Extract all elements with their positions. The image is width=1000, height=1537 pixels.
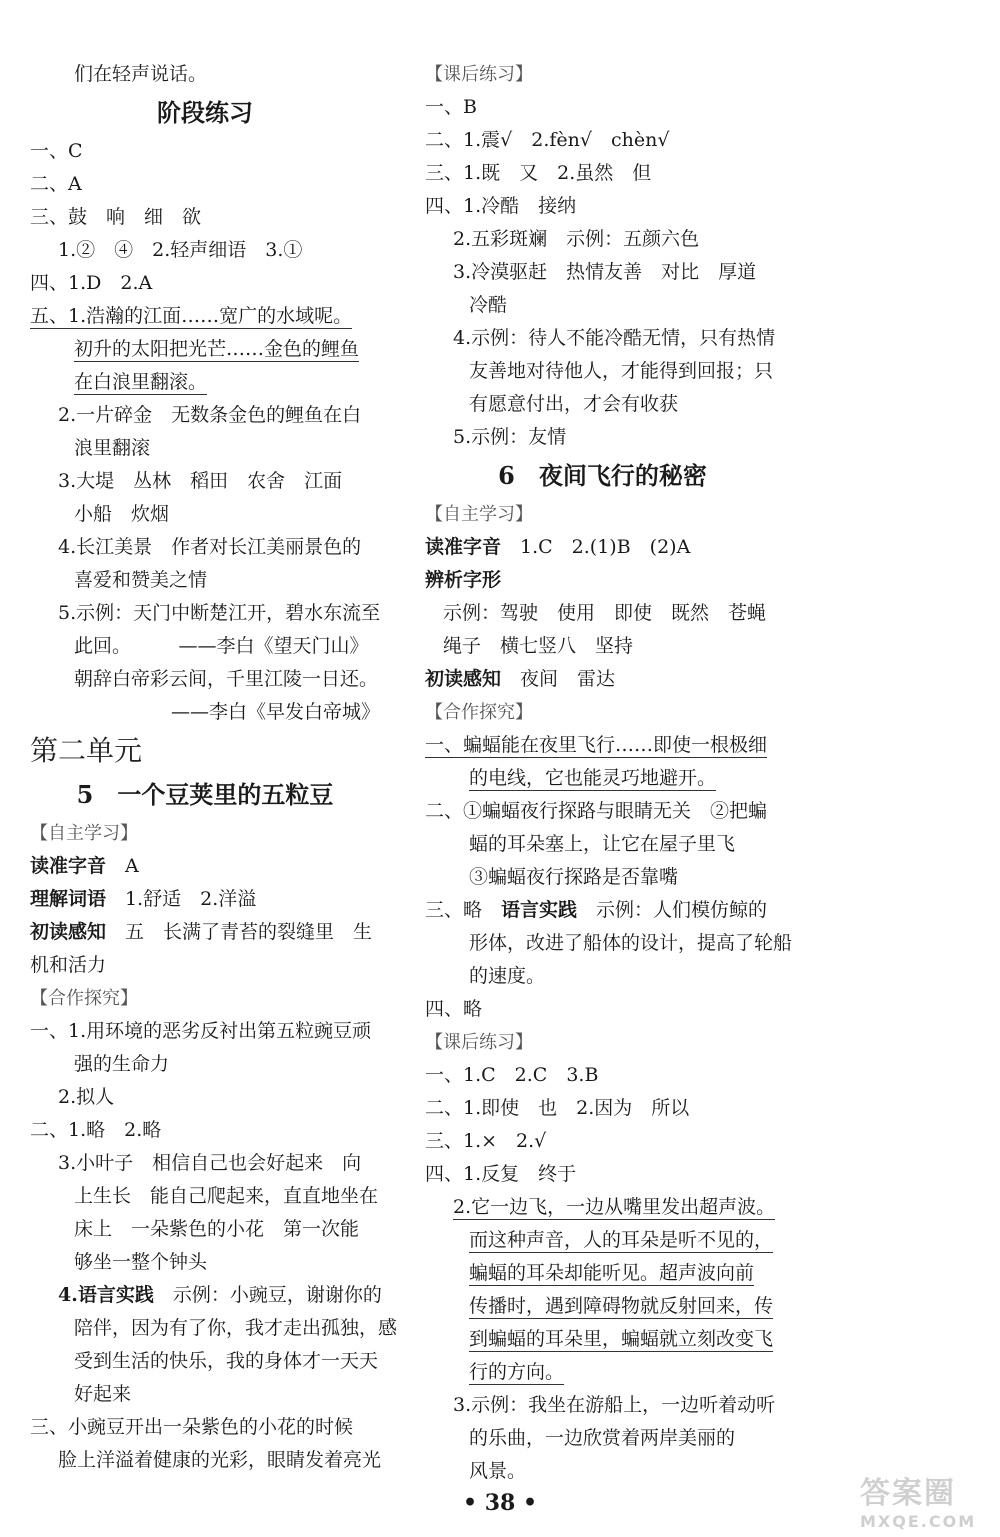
watermark-logo <box>860 1468 995 1532</box>
text-line: 喜爱和赞美之情 <box>74 569 208 591</box>
text-line: 形体，改进了船体的设计，提高了轮船 <box>469 932 793 954</box>
text-line: 3.冷漠驱赶 热情友善 对比 厚道 <box>453 261 757 283</box>
underlined-text: 初升的太阳把光芒……金色的鲤鱼 <box>74 338 360 360</box>
section-header: 【课后练习】 <box>425 1032 533 1053</box>
underlined-text: 蝙蝠的耳朵却能听见。超声波向前 <box>469 1262 755 1284</box>
underlined-text: 2.它一边飞，一边从嘴里发出超声波。 <box>453 1196 776 1218</box>
underlined-line <box>425 762 780 795</box>
text-line: 四、1.D 2.A <box>30 272 153 294</box>
lesson-title: 6 夜间飞行的秘密 <box>498 461 707 490</box>
text-line: 二、①蝙蝠夜行探路与眼睛无关 ②把蝙 <box>425 800 768 822</box>
text-line: 三、1.× 2.√ <box>425 1130 547 1152</box>
underlined-line <box>425 1257 780 1290</box>
text-line: ③蝙蝠夜行探路是否靠嘴 <box>469 866 679 888</box>
text-line: 2.五彩斑斓 示例：五颜六色 <box>453 228 700 250</box>
answer: 示例：小豌豆，谢谢你的 <box>153 1284 382 1306</box>
text-line: 四、略 <box>425 998 483 1020</box>
underlined-line <box>425 1224 780 1257</box>
text-line <box>425 894 780 927</box>
text-line: 风景。 <box>469 1460 527 1482</box>
text-line: 冷酷 <box>469 294 508 316</box>
underlined-text: 传播时，遇到障碍物就反射回来，传 <box>469 1295 774 1317</box>
text-line: 们在轻声说话。 <box>74 63 208 85</box>
text-line: 三、小豌豆开出一朵紫色的小花的时候 <box>30 1416 354 1438</box>
text-line: 有愿意付出，才会有收获 <box>469 393 679 415</box>
text-line: 三、鼓 响 细 欲 <box>30 206 202 228</box>
underlined-text: 而这种声音，人的耳朵是听不见的， <box>469 1229 774 1251</box>
underlined-line <box>30 333 380 366</box>
answer: 五 长满了青苔的裂缝里 生 <box>106 921 373 943</box>
underlined-line <box>30 300 380 333</box>
text-line: 3.大堤 丛林 稻田 农舍 江面 <box>58 470 343 492</box>
underlined-line <box>30 366 380 399</box>
label-line: 辨析字形 <box>425 569 502 591</box>
text-line: 床上 一朵紫色的小花 第一次能 <box>74 1218 360 1240</box>
answer: A <box>106 855 139 877</box>
label: 4.语言实践 <box>58 1284 154 1306</box>
section-header: 【合作探究】 <box>30 988 138 1009</box>
text-line: 一、1.用环境的恶劣反衬出第五粒豌豆顽 <box>30 1020 372 1042</box>
text-line <box>30 1279 380 1312</box>
text-line: 示例：驾驶 使用 即使 既然 苍蝇 <box>443 602 767 624</box>
watermark-text: 答案圈 <box>860 1476 956 1511</box>
text-line: 脸上洋溢着健康的光彩，眼睛发着亮光 <box>58 1449 382 1471</box>
text-line: 一、C <box>30 140 83 162</box>
label: 初读感知 <box>30 921 107 943</box>
text-line: 二、1.略 2.略 <box>30 1119 162 1141</box>
text-line: 三、1.既 又 2.虽然 但 <box>425 162 652 184</box>
page-number: • 38 • <box>462 1490 538 1516</box>
section-header: 【自主学习】 <box>425 504 533 525</box>
text-line <box>30 883 380 916</box>
underlined-text: 五、1.浩瀚的江面……宽广的水域呢。 <box>30 305 353 327</box>
text-line: 一、1.C 2.C 3.B <box>425 1064 599 1086</box>
answer: 示例：人们模仿鲸的 <box>577 899 768 921</box>
text-line: 四、1.反复 终于 <box>425 1163 577 1185</box>
text-line: 二、1.即使 也 2.因为 所以 <box>425 1097 690 1119</box>
text-line: 二、A <box>30 173 82 195</box>
text-line <box>425 663 780 696</box>
text-line <box>30 916 380 949</box>
label: 理解词语 <box>30 888 107 910</box>
unit-title: 第二单元 <box>30 734 143 767</box>
label: 初读感知 <box>425 668 502 690</box>
text-line: 绳子 横七竖八 坚持 <box>443 635 634 657</box>
underlined-line <box>425 729 780 762</box>
text-line: 友善地对待他人，才能得到回报；只 <box>469 360 774 382</box>
answer: 三、略 <box>425 899 502 921</box>
text-line: 此回。 ——李白《望天门山》 <box>74 635 369 657</box>
answer: 1.舒适 2.洋溢 <box>106 888 257 910</box>
text-line <box>30 850 380 883</box>
section-header: 【自主学习】 <box>30 823 138 844</box>
underlined-text: 到蝙蝠的耳朵里，蝙蝠就立刻改变飞 <box>469 1328 774 1350</box>
left-column <box>30 58 398 1477</box>
label: 读准字音 <box>30 855 107 877</box>
text-line: 5.示例：友情 <box>453 426 567 448</box>
text-line: 4.长江美景 作者对长江美丽景色的 <box>58 536 362 558</box>
watermark-url: MXQE.COM <box>860 1512 977 1531</box>
text-line: 上生长 能自己爬起来，直直地坐在 <box>74 1185 379 1207</box>
text-line: ——李白《早发白帝城》 <box>170 701 380 723</box>
text-line: 受到生活的快乐，我的身体才一天天 <box>74 1350 379 1372</box>
section-header: 【合作探究】 <box>425 702 533 723</box>
text-line: 3.小叶子 相信自己也会好起来 向 <box>58 1152 362 1174</box>
text-line: 好起来 <box>74 1383 132 1405</box>
text-line: 够坐一整个钟头 <box>74 1251 208 1273</box>
lesson-title: 5 一个豆荚里的五粒豆 <box>76 780 334 809</box>
label: 语言实践 <box>501 899 578 921</box>
underlined-text: 行的方向。 <box>469 1361 565 1383</box>
text-line: 陪伴，因为有了你，我才走出孤独，感 <box>74 1317 398 1339</box>
text-line: 2.拟人 <box>58 1086 115 1108</box>
text-line: 浪里翻滚 <box>74 437 151 459</box>
text-line: 四、1.冷酷 接纳 <box>425 195 577 217</box>
text-line: 1.② ④ 2.轻声细语 3.① <box>58 239 303 261</box>
text-line: 蝠的耳朵塞上，让它在屋子里飞 <box>469 833 736 855</box>
underlined-text: 在白浪里翻滚。 <box>74 371 208 393</box>
text-line: 3.示例：我坐在游船上，一边听着动听 <box>453 1394 776 1416</box>
section-header: 【课后练习】 <box>425 64 533 85</box>
underlined-text: 一、蝙蝠能在夜里飞行……即使一根极细 <box>425 734 768 756</box>
text-line: 强的生命力 <box>74 1053 170 1075</box>
text-line: 2.一片碎金 无数条金色的鲤鱼在白 <box>58 404 362 426</box>
text-line <box>425 531 780 564</box>
section-title: 阶段练习 <box>157 98 253 127</box>
text-line: 的速度。 <box>469 965 546 987</box>
answer: 夜间 雷达 <box>501 668 616 690</box>
text-line: 机和活力 <box>30 954 107 976</box>
text-line: 朝辞白帝彩云间，千里江陵一日还。 <box>74 668 379 690</box>
underlined-line <box>425 1323 780 1356</box>
text-line: 的乐曲，一边欣赏着两岸美丽的 <box>469 1427 736 1449</box>
underlined-line <box>425 1290 780 1323</box>
underlined-line <box>425 1191 780 1224</box>
right-column <box>425 58 793 1488</box>
text-line: 二、1.震√ 2.fèn√ chèn√ <box>425 129 670 151</box>
label: 读准字音 <box>425 536 502 558</box>
answer: 1.C 2.(1)B (2)A <box>501 536 691 558</box>
text-line: 一、B <box>425 96 477 118</box>
text-line: 4.示例：待人不能冷酷无情，只有热情 <box>453 327 776 349</box>
text-line: 小船 炊烟 <box>74 503 170 525</box>
text-line: 5.示例：天门中断楚江开，碧水东流至 <box>58 602 381 624</box>
underlined-text: 的电线，它也能灵巧地避开。 <box>469 767 717 789</box>
underlined-line <box>425 1356 780 1389</box>
